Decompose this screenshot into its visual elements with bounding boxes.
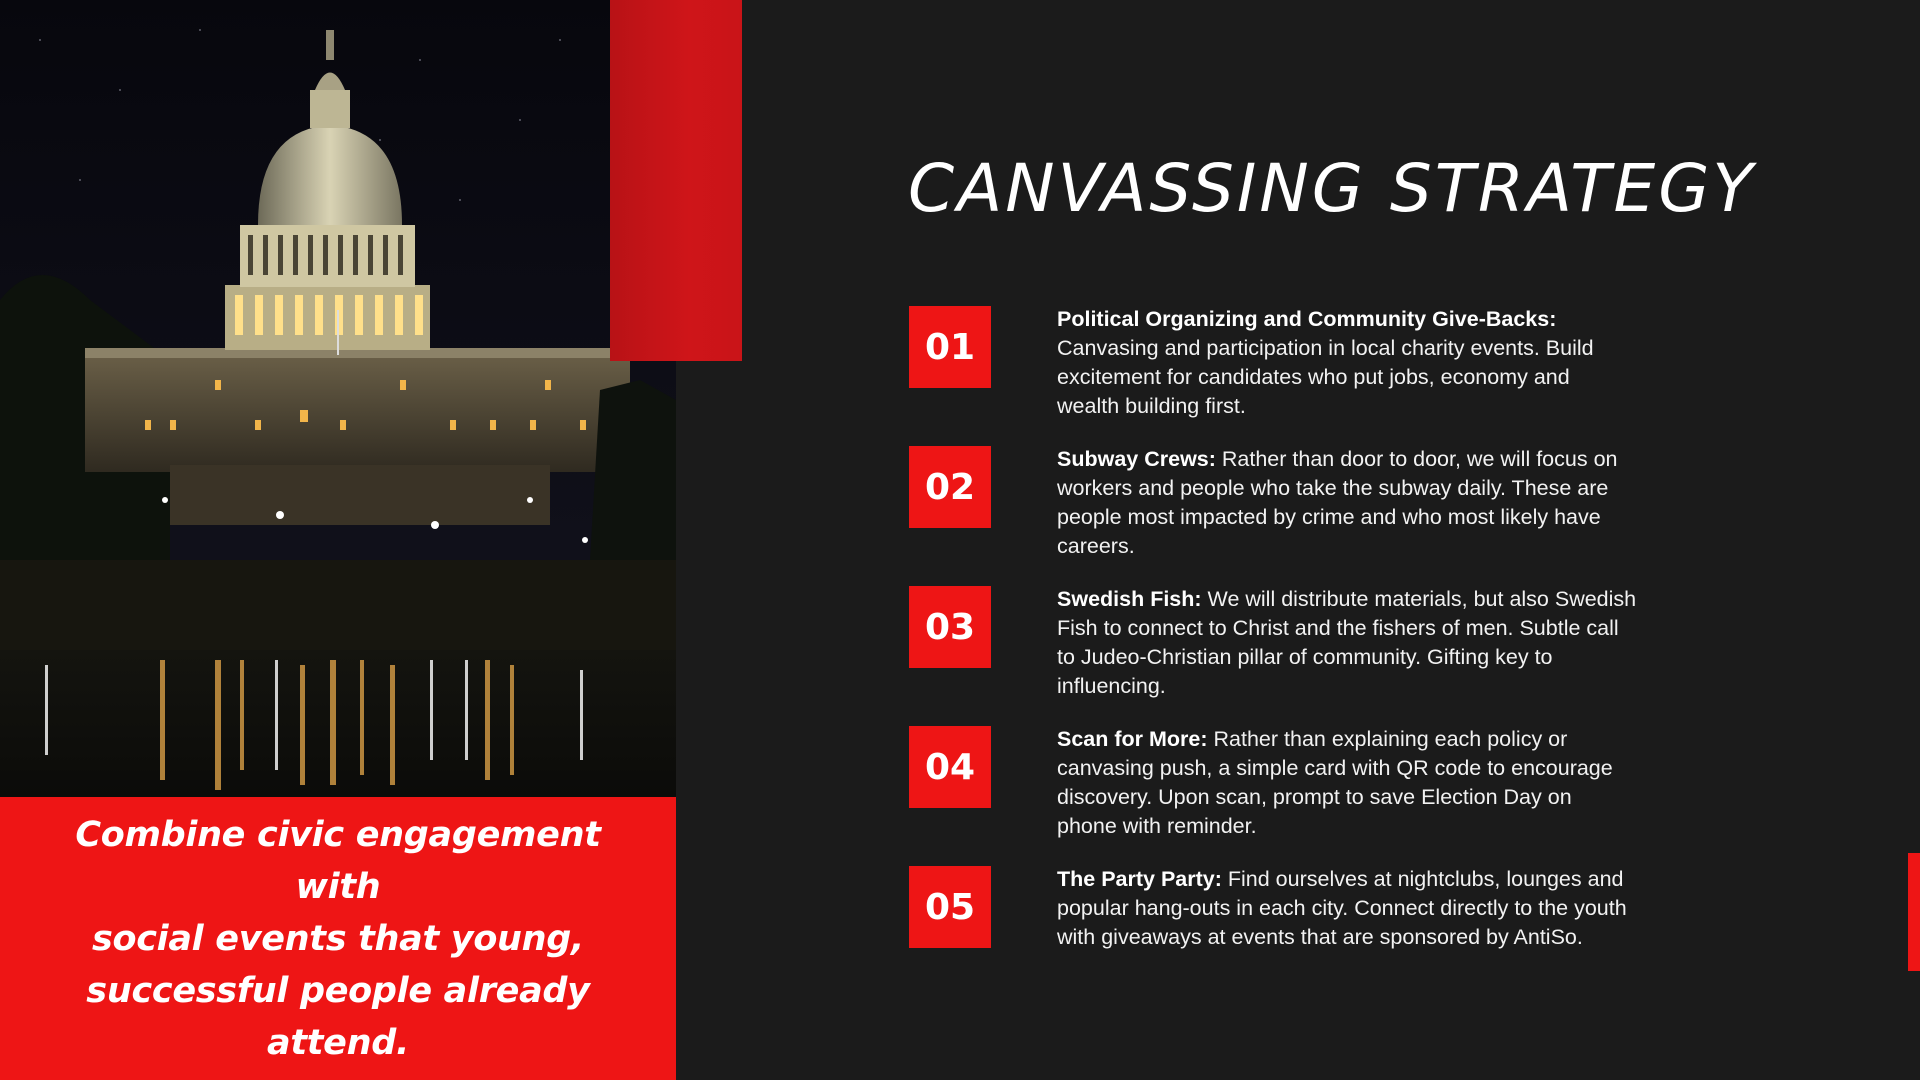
capitol-photo bbox=[0, 0, 676, 797]
item-text bbox=[1057, 585, 1637, 701]
item-text bbox=[1057, 445, 1637, 561]
slide-title: CANVASSING STRATEGY bbox=[908, 150, 1756, 227]
strategy-item bbox=[908, 445, 1828, 585]
capitol-at-night-icon bbox=[0, 0, 676, 797]
item-number-badge: 04 bbox=[909, 726, 991, 808]
item-body: Rather than door to door, we will focus on workers and people who take the subway daily. These are people most impacted by crime and who most likely have careers. bbox=[1057, 447, 1618, 558]
item-body: We will distribute materials, but also Swedish Fish to connect to Christ and the fishers of men. Subtle call to Judeo-Christian pillar of community. Gifting key to influencing. bbox=[1057, 587, 1637, 698]
item-body: Canvasing and participation in local charity events. Build excitement for candidates who put jobs, economy and wealth building first. bbox=[1057, 336, 1594, 418]
item-number-badge: 05 bbox=[909, 866, 991, 948]
item-heading: Scan for More: bbox=[1057, 727, 1208, 751]
strategy-item bbox=[908, 585, 1828, 725]
item-text bbox=[1057, 865, 1637, 952]
item-body: Rather than explaining each policy or canvasing push, a simple card with QR code to encourage discovery. Upon scan, prompt to save Election Day on phone with reminder. bbox=[1057, 727, 1613, 838]
item-text bbox=[1057, 725, 1637, 841]
item-heading: Political Organizing and Community Give-Backs: bbox=[1057, 307, 1557, 331]
item-heading: The Party Party: bbox=[1057, 867, 1222, 891]
item-text bbox=[1057, 305, 1637, 421]
strategy-item bbox=[908, 865, 1828, 1005]
item-number-badge: 01 bbox=[909, 306, 991, 388]
item-number-badge: 03 bbox=[909, 586, 991, 668]
item-body: Find ourselves at nightclubs, lounges and popular hang-outs in each city. Connect directly to the youth with giveaways at events that are sponsored by AntiSo. bbox=[1057, 867, 1627, 949]
item-number-badge: 02 bbox=[909, 446, 991, 528]
caption-text: Combine civic engagement with social events that young, successful people already attend. bbox=[75, 814, 601, 1063]
item-heading: Subway Crews: bbox=[1057, 447, 1216, 471]
red-accent-bar bbox=[610, 0, 742, 361]
strategy-item bbox=[908, 725, 1828, 865]
caption-box bbox=[0, 797, 676, 1080]
item-heading: Swedish Fish: bbox=[1057, 587, 1202, 611]
edge-accent-marker bbox=[1908, 853, 1920, 971]
strategy-item bbox=[908, 305, 1828, 445]
strategy-list bbox=[908, 305, 1828, 1005]
